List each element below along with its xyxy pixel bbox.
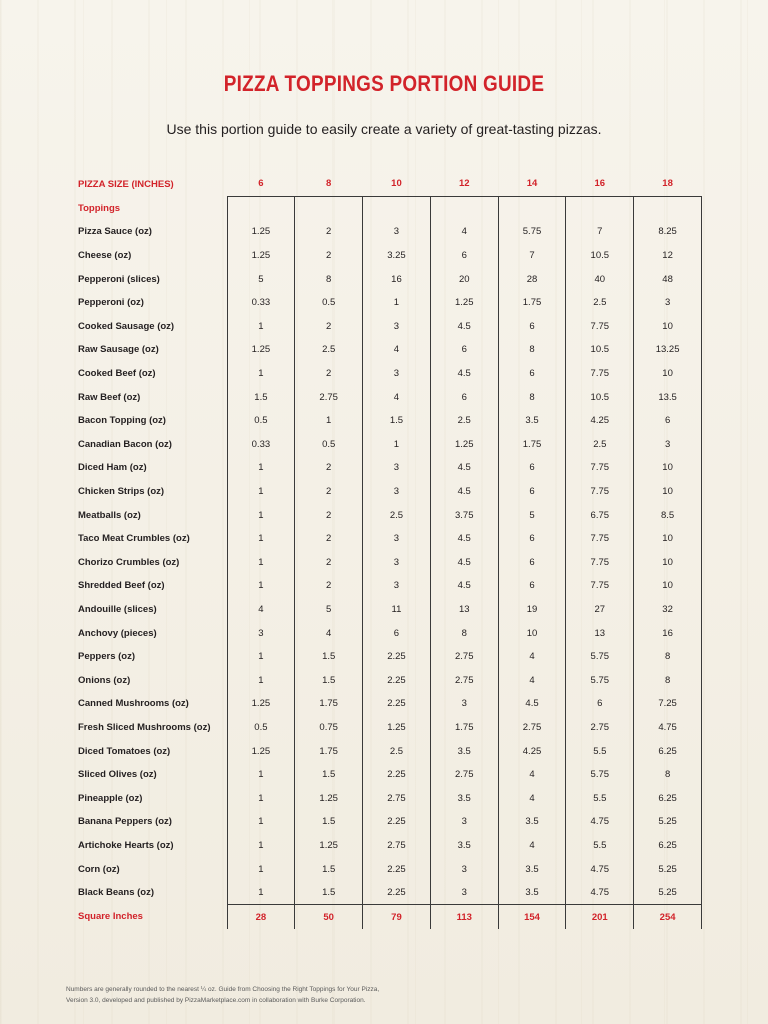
table-row xyxy=(72,857,702,881)
portion-cell: 0.75 xyxy=(295,716,363,740)
portion-cell: 4.75 xyxy=(566,881,634,905)
portion-cell: 1.25 xyxy=(430,433,498,457)
portion-cell: 3 xyxy=(430,857,498,881)
portion-guide-table xyxy=(72,172,702,929)
topping-name: Andouille (slices) xyxy=(78,603,157,615)
portion-cell: 2.75 xyxy=(566,716,634,740)
portion-cell: 4 xyxy=(227,598,295,622)
portion-cell: 3.5 xyxy=(498,810,566,834)
portion-cell: 8 xyxy=(634,668,702,692)
pizza-size-header: PIZZA SIZE (INCHES) xyxy=(78,178,174,190)
footnote-line: Version 3.0, developed and published by PizzaMarketplace.com in collaboration with Burke Corporation. xyxy=(66,997,366,1004)
topping-name: Shredded Beef (oz) xyxy=(78,580,165,592)
portion-cell: 8 xyxy=(498,385,566,409)
square-inches-label: Square Inches xyxy=(78,911,143,923)
portion-cell: 4.5 xyxy=(498,692,566,716)
portion-cell: 10.5 xyxy=(566,244,634,268)
portion-cell: 3 xyxy=(363,362,431,386)
portion-cell: 3.75 xyxy=(430,503,498,527)
portion-cell: 0.5 xyxy=(295,291,363,315)
portion-cell: 6 xyxy=(566,692,634,716)
portion-cell: 2 xyxy=(295,574,363,598)
portion-cell: 7.75 xyxy=(566,551,634,575)
portion-cell: 20 xyxy=(430,267,498,291)
table-row xyxy=(72,362,702,386)
size-header-cell: 8 xyxy=(326,178,332,190)
topping-name: Canned Mushrooms (oz) xyxy=(78,698,189,710)
portion-cell: 0.5 xyxy=(295,433,363,457)
portion-cell: 2 xyxy=(295,315,363,339)
topping-name: Raw Sausage (oz) xyxy=(78,344,159,356)
portion-cell: 48 xyxy=(634,267,702,291)
portion-cell: 10 xyxy=(634,315,702,339)
portion-cell: 8 xyxy=(430,621,498,645)
portion-cell: 8 xyxy=(634,763,702,787)
portion-cell: 4.75 xyxy=(634,716,702,740)
portion-cell: 3 xyxy=(363,480,431,504)
table-row xyxy=(72,409,702,433)
portion-cell: 7.75 xyxy=(566,480,634,504)
topping-name: Peppers (oz) xyxy=(78,651,136,663)
page-subtitle: Use this portion guide to easily create a variety of great-tasting pizzas. xyxy=(166,121,602,137)
portion-cell: 6 xyxy=(430,338,498,362)
size-header-cell: 14 xyxy=(526,178,538,190)
portion-cell: 2.75 xyxy=(363,834,431,858)
topping-name: Cheese (oz) xyxy=(78,250,132,262)
portion-cell: 4 xyxy=(498,834,566,858)
portion-cell: 4.5 xyxy=(430,574,498,598)
portion-cell: 2.5 xyxy=(295,338,363,362)
portion-cell: 3 xyxy=(363,551,431,575)
topping-name: Cooked Beef (oz) xyxy=(78,368,156,380)
square-inches-cell: 79 xyxy=(363,905,431,929)
page-title: PIZZA TOPPINGS PORTION GUIDE xyxy=(223,71,545,96)
portion-cell: 2.25 xyxy=(363,857,431,881)
portion-cell: 2.5 xyxy=(430,409,498,433)
table-row xyxy=(72,574,702,598)
portion-cell: 1 xyxy=(227,362,295,386)
portion-cell: 8.5 xyxy=(634,503,702,527)
portion-cell: 7.75 xyxy=(566,315,634,339)
portion-cell: 5 xyxy=(498,503,566,527)
portion-cell: 1.25 xyxy=(227,739,295,763)
portion-cell: 13 xyxy=(430,598,498,622)
square-inches-cell: 28 xyxy=(227,905,295,929)
topping-name: Meatballs (oz) xyxy=(78,509,141,521)
portion-cell: 2.5 xyxy=(363,503,431,527)
portion-cell: 5.5 xyxy=(566,739,634,763)
portion-cell: 1.25 xyxy=(227,244,295,268)
portion-cell: 2.25 xyxy=(363,692,431,716)
portion-cell: 10.5 xyxy=(566,338,634,362)
portion-cell: 3 xyxy=(363,456,431,480)
size-header-cell: 6 xyxy=(258,178,264,190)
portion-cell: 4 xyxy=(363,385,431,409)
portion-cell: 4 xyxy=(363,338,431,362)
toppings-section-label: Toppings xyxy=(78,202,121,214)
topping-name: Fresh Sliced Mushrooms (oz) xyxy=(78,721,211,733)
portion-cell: 32 xyxy=(634,598,702,622)
table-row xyxy=(72,503,702,527)
portion-cell: 3.5 xyxy=(430,786,498,810)
portion-cell: 1.75 xyxy=(498,291,566,315)
table-row xyxy=(72,621,702,645)
portion-cell: 3.5 xyxy=(498,881,566,905)
portion-cell: 5.75 xyxy=(566,763,634,787)
portion-cell: 1.5 xyxy=(227,385,295,409)
table-body xyxy=(72,196,702,905)
table-row xyxy=(72,315,702,339)
portion-cell: 1.5 xyxy=(295,668,363,692)
portion-cell: 1 xyxy=(227,503,295,527)
portion-cell: 10 xyxy=(634,574,702,598)
portion-cell: 0.33 xyxy=(227,291,295,315)
portion-cell: 3 xyxy=(363,220,431,244)
topping-name: Corn (oz) xyxy=(78,863,120,875)
portion-cell: 2 xyxy=(295,503,363,527)
table-row xyxy=(72,881,702,905)
portion-cell: 12 xyxy=(634,244,702,268)
portion-cell: 6.75 xyxy=(566,503,634,527)
square-inches-cell: 201 xyxy=(566,905,634,929)
portion-cell: 1 xyxy=(227,786,295,810)
topping-name: Diced Ham (oz) xyxy=(78,462,147,474)
portion-cell: 4.5 xyxy=(430,456,498,480)
portion-cell: 4 xyxy=(498,786,566,810)
table-row xyxy=(72,645,702,669)
portion-cell: 4.5 xyxy=(430,527,498,551)
portion-cell: 1 xyxy=(227,881,295,905)
portion-cell: 1.25 xyxy=(430,291,498,315)
portion-cell: 1.5 xyxy=(295,763,363,787)
table-row xyxy=(72,527,702,551)
portion-cell: 1.25 xyxy=(227,692,295,716)
portion-cell: 3 xyxy=(363,574,431,598)
portion-cell: 1 xyxy=(227,645,295,669)
portion-cell: 6 xyxy=(498,456,566,480)
portion-cell: 6 xyxy=(363,621,431,645)
size-header-cell: 10 xyxy=(391,178,402,190)
portion-cell: 3 xyxy=(363,315,431,339)
portion-cell: 4.75 xyxy=(566,810,634,834)
portion-cell: 2.25 xyxy=(363,763,431,787)
portion-cell: 3 xyxy=(634,291,702,315)
portion-cell: 0.33 xyxy=(227,433,295,457)
table-row xyxy=(72,385,702,409)
table-row xyxy=(72,786,702,810)
table-row xyxy=(72,433,702,457)
portion-cell: 6 xyxy=(498,574,566,598)
portion-cell: 5.5 xyxy=(566,786,634,810)
portion-cell: 1.75 xyxy=(498,433,566,457)
portion-cell: 1 xyxy=(227,857,295,881)
topping-name: Bacon Topping (oz) xyxy=(78,415,166,427)
portion-cell: 0.5 xyxy=(227,409,295,433)
topping-name: Chorizo Crumbles (oz) xyxy=(78,556,180,568)
portion-cell: 3 xyxy=(363,527,431,551)
portion-cell: 2 xyxy=(295,480,363,504)
table-row xyxy=(72,739,702,763)
portion-cell: 4.5 xyxy=(430,315,498,339)
size-header-cell: 12 xyxy=(458,178,470,190)
portion-cell: 1.5 xyxy=(295,645,363,669)
portion-cell: 1.75 xyxy=(430,716,498,740)
portion-cell: 10 xyxy=(634,551,702,575)
portion-cell: 2 xyxy=(295,527,363,551)
portion-cell: 1.5 xyxy=(295,810,363,834)
portion-cell: 1 xyxy=(227,551,295,575)
portion-cell: 6 xyxy=(430,385,498,409)
portion-cell: 10 xyxy=(634,362,702,386)
topping-name: Sliced Olives (oz) xyxy=(78,769,157,781)
portion-cell: 40 xyxy=(566,267,634,291)
portion-cell: 2.5 xyxy=(363,739,431,763)
portion-cell: 1 xyxy=(227,810,295,834)
portion-cell: 1 xyxy=(295,409,363,433)
portion-cell: 5.5 xyxy=(566,834,634,858)
portion-cell: 19 xyxy=(498,598,566,622)
portion-cell: 2.75 xyxy=(430,763,498,787)
portion-cell: 7.75 xyxy=(566,527,634,551)
topping-name: Diced Tomatoes (oz) xyxy=(78,745,171,757)
portion-cell: 6.25 xyxy=(634,834,702,858)
portion-cell: 2.75 xyxy=(363,786,431,810)
portion-cell: 1.5 xyxy=(363,409,431,433)
portion-cell: 10 xyxy=(498,621,566,645)
portion-cell: 7 xyxy=(498,244,566,268)
table-row xyxy=(72,598,702,622)
portion-cell: 1.5 xyxy=(295,881,363,905)
topping-name: Taco Meat Crumbles (oz) xyxy=(78,533,190,545)
table-row xyxy=(72,551,702,575)
portion-cell: 4 xyxy=(498,763,566,787)
topping-name: Pepperoni (oz) xyxy=(78,297,144,309)
portion-cell: 2.5 xyxy=(566,291,634,315)
topping-name: Pizza Sauce (oz) xyxy=(78,226,152,238)
portion-cell: 1 xyxy=(363,291,431,315)
portion-cell: 1 xyxy=(227,668,295,692)
portion-cell: 1.25 xyxy=(227,338,295,362)
portion-cell: 4.25 xyxy=(498,739,566,763)
portion-cell: 1 xyxy=(227,574,295,598)
portion-cell: 6 xyxy=(498,551,566,575)
topping-name: Black Beans (oz) xyxy=(78,887,155,899)
portion-cell: 2.5 xyxy=(566,433,634,457)
portion-cell: 5.75 xyxy=(566,668,634,692)
portion-cell: 6 xyxy=(430,244,498,268)
portion-cell: 4 xyxy=(498,645,566,669)
portion-cell: 4.5 xyxy=(430,480,498,504)
portion-cell: 8 xyxy=(295,267,363,291)
portion-cell: 16 xyxy=(634,621,702,645)
portion-cell: 5.25 xyxy=(634,810,702,834)
topping-name: Raw Beef (oz) xyxy=(78,391,141,403)
portion-cell: 3 xyxy=(430,881,498,905)
portion-cell: 10.5 xyxy=(566,385,634,409)
portion-cell: 7.75 xyxy=(566,362,634,386)
portion-cell: 2 xyxy=(295,244,363,268)
portion-cell: 5.25 xyxy=(634,857,702,881)
portion-cell: 2.75 xyxy=(295,385,363,409)
portion-cell: 13.25 xyxy=(634,338,702,362)
table-row xyxy=(72,291,702,315)
portion-cell: 1 xyxy=(227,834,295,858)
portion-cell: 1 xyxy=(227,763,295,787)
portion-cell: 4.25 xyxy=(566,409,634,433)
table-row xyxy=(72,810,702,834)
square-inches-row xyxy=(72,905,702,929)
portion-cell: 3.5 xyxy=(430,834,498,858)
portion-cell: 7.75 xyxy=(566,574,634,598)
topping-name: Pepperoni (slices) xyxy=(78,273,160,285)
portion-cell: 5 xyxy=(227,267,295,291)
portion-cell: 3 xyxy=(634,433,702,457)
topping-name: Canadian Bacon (oz) xyxy=(78,438,172,450)
topping-name: Anchovy (pieces) xyxy=(78,627,157,639)
portion-cell: 3 xyxy=(227,621,295,645)
portion-cell: 2 xyxy=(295,551,363,575)
portion-cell: 1 xyxy=(363,433,431,457)
table-row xyxy=(72,480,702,504)
square-inches-cell: 50 xyxy=(295,905,363,929)
square-inches-cell: 154 xyxy=(498,905,566,929)
portion-cell: 6 xyxy=(498,480,566,504)
portion-cell: 6 xyxy=(634,409,702,433)
portion-cell: 13 xyxy=(566,621,634,645)
size-header-cell: 18 xyxy=(662,178,673,190)
portion-cell: 6 xyxy=(498,527,566,551)
portion-cell: 1 xyxy=(227,315,295,339)
topping-name: Pineapple (oz) xyxy=(78,792,143,804)
portion-cell: 8.25 xyxy=(634,220,702,244)
topping-name: Artichoke Hearts (oz) xyxy=(78,839,174,851)
portion-cell: 13.5 xyxy=(634,385,702,409)
portion-cell: 4.75 xyxy=(566,857,634,881)
portion-cell: 1.75 xyxy=(295,739,363,763)
portion-cell: 2.25 xyxy=(363,645,431,669)
portion-cell: 1.25 xyxy=(295,786,363,810)
portion-cell: 1.25 xyxy=(227,220,295,244)
portion-cell: 2.25 xyxy=(363,881,431,905)
table-row xyxy=(72,338,702,362)
table-row xyxy=(72,267,702,291)
table-row xyxy=(72,456,702,480)
portion-cell: 2 xyxy=(295,362,363,386)
square-inches-cell: 254 xyxy=(634,905,702,929)
portion-cell: 2.75 xyxy=(430,668,498,692)
portion-cell: 1.75 xyxy=(295,692,363,716)
portion-cell: 11 xyxy=(363,598,431,622)
portion-cell: 1 xyxy=(227,527,295,551)
portion-cell: 4.5 xyxy=(430,362,498,386)
portion-cell: 27 xyxy=(566,598,634,622)
table-row xyxy=(72,834,702,858)
table-header-row xyxy=(72,172,702,196)
portion-cell: 2.75 xyxy=(498,716,566,740)
toppings-section-row xyxy=(72,196,702,220)
size-header-cell: 16 xyxy=(594,178,606,190)
portion-cell: 5 xyxy=(295,598,363,622)
portion-cell: 6 xyxy=(498,315,566,339)
portion-cell: 5.25 xyxy=(634,881,702,905)
portion-cell: 3 xyxy=(430,810,498,834)
portion-cell: 3.25 xyxy=(363,244,431,268)
portion-cell: 4 xyxy=(295,621,363,645)
portion-cell: 10 xyxy=(634,527,702,551)
portion-cell: 3.5 xyxy=(498,409,566,433)
portion-cell: 1 xyxy=(227,480,295,504)
topping-name: Chicken Strips (oz) xyxy=(78,486,165,498)
portion-cell: 2 xyxy=(295,220,363,244)
table-row xyxy=(72,220,702,244)
footnote-line: Numbers are generally rounded to the nearest ¼ oz. Guide from Choosing the Right Toppings for Your Pizza, xyxy=(66,986,380,993)
portion-cell: 2.75 xyxy=(430,645,498,669)
portion-cell: 7 xyxy=(566,220,634,244)
portion-cell: 1.5 xyxy=(295,857,363,881)
portion-cell: 5.75 xyxy=(498,220,566,244)
topping-name: Onions (oz) xyxy=(78,674,131,686)
portion-cell: 3.5 xyxy=(430,739,498,763)
portion-cell: 4.5 xyxy=(430,551,498,575)
portion-cell: 7.75 xyxy=(566,456,634,480)
portion-cell: 16 xyxy=(363,267,431,291)
square-inches-cell: 113 xyxy=(430,905,498,929)
portion-cell: 1.25 xyxy=(295,834,363,858)
portion-cell: 10 xyxy=(634,480,702,504)
portion-cell: 6 xyxy=(498,362,566,386)
portion-cell: 10 xyxy=(634,456,702,480)
portion-cell: 1.25 xyxy=(363,716,431,740)
portion-cell: 2.25 xyxy=(363,668,431,692)
portion-cell: 28 xyxy=(498,267,566,291)
topping-name: Banana Peppers (oz) xyxy=(78,816,172,828)
table-row xyxy=(72,668,702,692)
table-row xyxy=(72,692,702,716)
portion-cell: 8 xyxy=(498,338,566,362)
portion-cell: 3.5 xyxy=(498,857,566,881)
portion-cell: 4 xyxy=(498,668,566,692)
portion-cell: 8 xyxy=(634,645,702,669)
portion-cell: 6.25 xyxy=(634,739,702,763)
topping-name: Cooked Sausage (oz) xyxy=(78,320,175,332)
table-row xyxy=(72,763,702,787)
table-row xyxy=(72,716,702,740)
portion-cell: 2.25 xyxy=(363,810,431,834)
portion-cell: 2 xyxy=(295,456,363,480)
portion-cell: 3 xyxy=(430,692,498,716)
footnote xyxy=(66,984,486,1006)
portion-cell: 4 xyxy=(430,220,498,244)
portion-cell: 7.25 xyxy=(634,692,702,716)
portion-cell: 5.75 xyxy=(566,645,634,669)
portion-cell: 6.25 xyxy=(634,786,702,810)
portion-cell: 1 xyxy=(227,456,295,480)
portion-cell: 0.5 xyxy=(227,716,295,740)
table-row xyxy=(72,244,702,268)
